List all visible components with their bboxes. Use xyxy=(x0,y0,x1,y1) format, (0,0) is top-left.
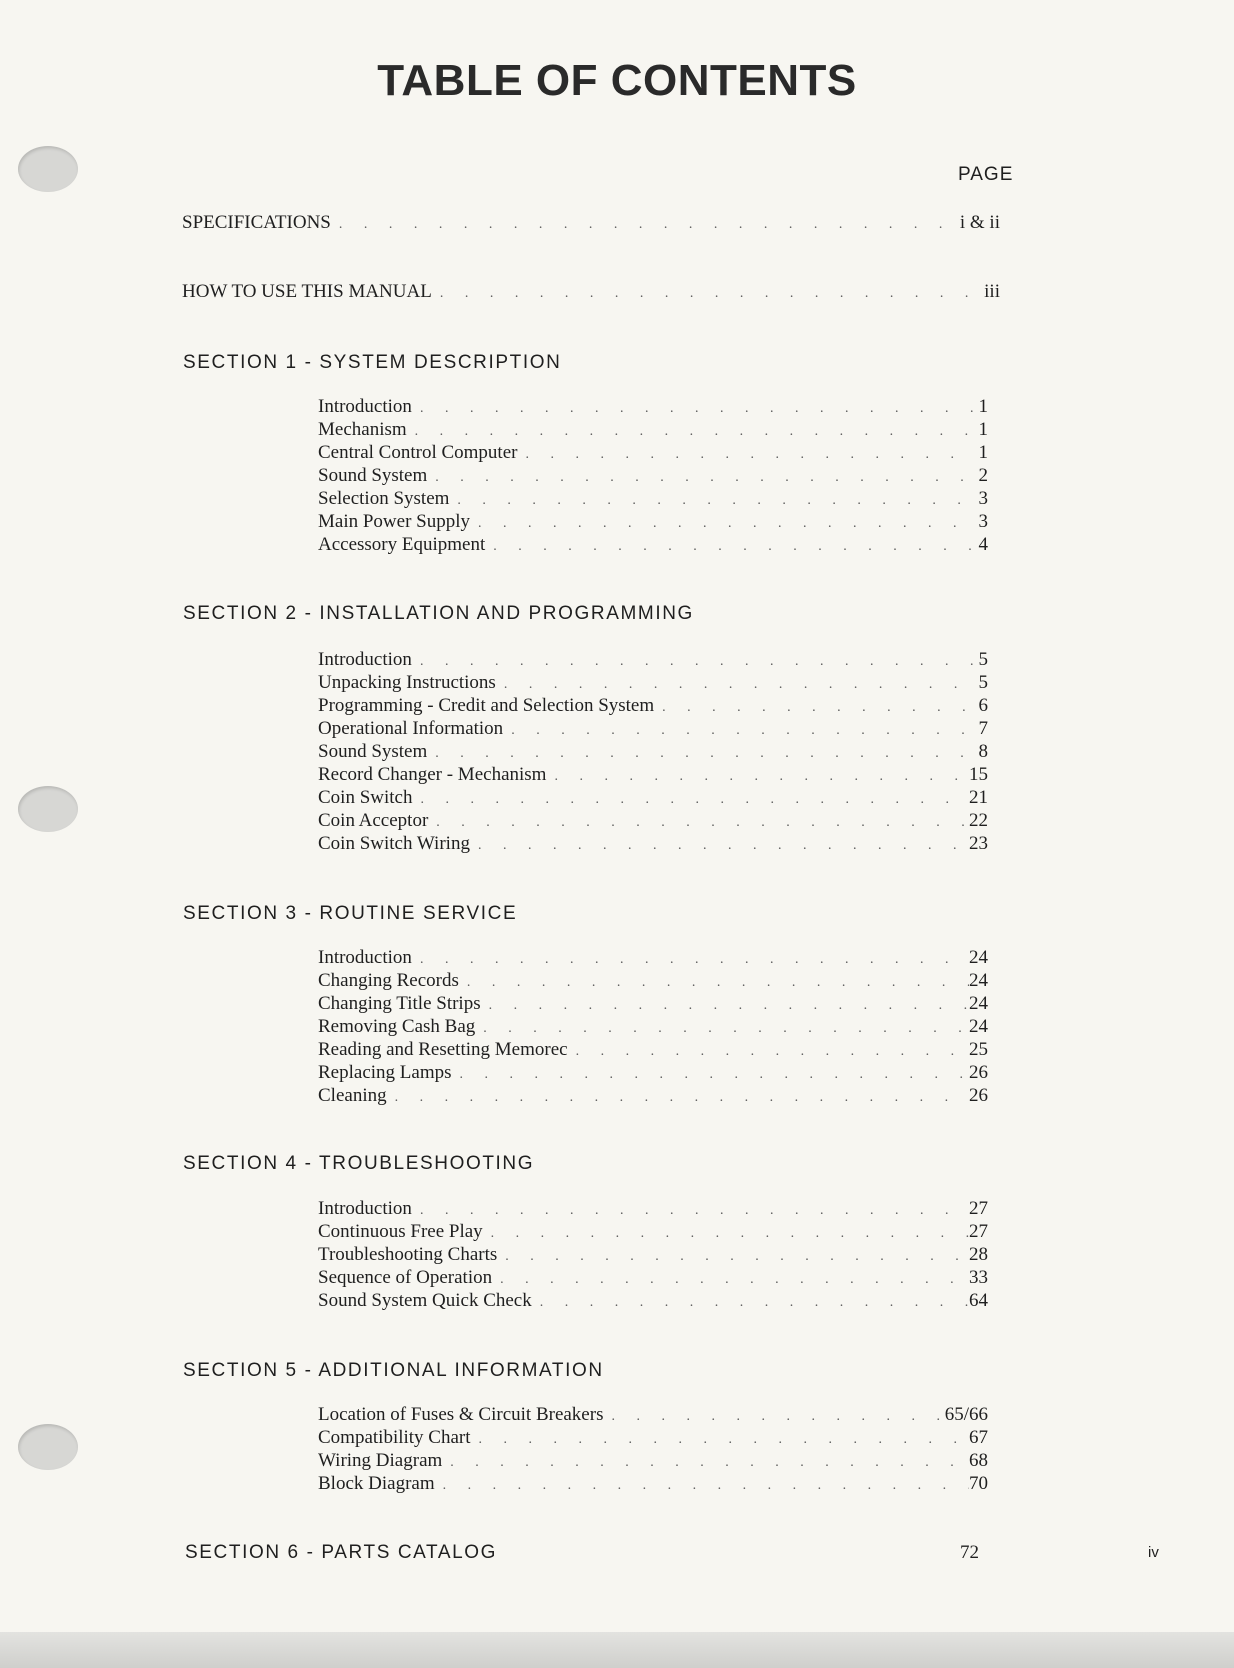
dot-leader xyxy=(478,516,975,532)
toc-entry-page: 70 xyxy=(969,1473,988,1494)
toc-entry-label: Sound System Quick Check xyxy=(318,1290,532,1311)
toc-entry xyxy=(318,1244,988,1267)
toc-entry xyxy=(318,1062,988,1085)
toc-entry xyxy=(318,1016,988,1039)
toc-entry-page: 21 xyxy=(969,787,988,808)
toc-entry xyxy=(318,810,988,833)
toc-entry xyxy=(318,649,988,672)
dot-leader xyxy=(554,769,969,785)
toc-entry xyxy=(318,993,988,1016)
toc-entry-label: Unpacking Instructions xyxy=(318,672,496,693)
dot-leader xyxy=(440,286,981,302)
dot-leader xyxy=(443,1478,969,1494)
toc-entry-page: 1 xyxy=(978,396,988,417)
dot-leader xyxy=(479,1432,969,1448)
toc-entry-page: 25 xyxy=(969,1039,988,1060)
toc-entry xyxy=(318,672,988,695)
dot-leader xyxy=(460,1067,970,1083)
punch-hole-top xyxy=(18,146,78,192)
dot-leader xyxy=(420,952,969,968)
section-heading-3: SECTION 3 - ROUTINE SERVICE xyxy=(183,903,518,924)
toc-entry xyxy=(318,1198,988,1221)
page-number: iv xyxy=(1148,1544,1159,1561)
toc-entry xyxy=(318,396,988,419)
toc-entry xyxy=(318,442,988,465)
dot-leader xyxy=(436,815,969,831)
toc-entry-label: Compatibility Chart xyxy=(318,1427,471,1448)
toc-entry-page: 8 xyxy=(978,741,988,762)
toc-entry xyxy=(318,1039,988,1062)
section-2-entries xyxy=(318,649,988,856)
toc-entry-label: Block Diagram xyxy=(318,1473,435,1494)
toc-entry xyxy=(318,1473,988,1496)
toc-entry-page: 15 xyxy=(969,764,988,785)
punch-hole-bottom xyxy=(18,1424,78,1470)
toc-entry-page: 65/66 xyxy=(944,1404,988,1425)
toc-entry-page: 26 xyxy=(969,1062,988,1083)
toc-entry-page: 26 xyxy=(969,1085,988,1106)
dot-leader xyxy=(450,1455,969,1471)
toc-entry xyxy=(318,741,988,764)
toc-entry-label: Programming - Credit and Selection System xyxy=(318,695,655,716)
toc-entry-page: i & ii xyxy=(959,212,1000,233)
toc-entry-label: Replacing Lamps xyxy=(318,1062,452,1083)
dot-leader xyxy=(478,838,969,854)
toc-entry-page: 27 xyxy=(969,1198,988,1219)
dot-leader xyxy=(576,1044,969,1060)
toc-entry-label: Continuous Free Play xyxy=(318,1221,483,1242)
scan-edge-shadow xyxy=(0,1632,1234,1668)
page-title: TABLE OF CONTENTS xyxy=(377,56,857,105)
dot-leader xyxy=(511,723,976,739)
section-heading-5: SECTION 5 - ADDITIONAL INFORMATION xyxy=(183,1360,604,1381)
toc-entry-page: 24 xyxy=(969,970,988,991)
dot-leader xyxy=(505,1249,969,1265)
toc-entry-label: Sound System xyxy=(318,465,428,486)
toc-entry-label: Record Changer - Mechanism xyxy=(318,764,547,785)
toc-entry-page: 23 xyxy=(969,833,988,854)
toc-entry-label: Wiring Diagram xyxy=(318,1450,443,1471)
toc-entry-label: Cleaning xyxy=(318,1085,387,1106)
toc-entry-page: 33 xyxy=(969,1267,988,1288)
toc-entry xyxy=(318,1450,988,1473)
toc-entry-label: Coin Switch Wiring xyxy=(318,833,470,854)
toc-entry-label: Removing Cash Bag xyxy=(318,1016,476,1037)
toc-entry-label: Accessory Equipment xyxy=(318,534,486,555)
dot-leader xyxy=(435,746,974,762)
toc-entry-page: 5 xyxy=(978,649,988,670)
toc-entry-page: 68 xyxy=(969,1450,988,1471)
toc-entry-page: 24 xyxy=(969,947,988,968)
toc-entry-label: Coin Acceptor xyxy=(318,810,429,831)
toc-entry xyxy=(318,764,988,787)
toc-entry-label: Introduction xyxy=(318,396,412,417)
toc-entry xyxy=(318,695,988,718)
toc-entry-page: 64 xyxy=(969,1290,988,1311)
page-column-heading: PAGE xyxy=(958,164,1014,185)
toc-entry-page: 3 xyxy=(978,488,988,509)
section-heading-1: SECTION 1 - SYSTEM DESCRIPTION xyxy=(183,352,562,373)
toc-entry-page: 24 xyxy=(969,993,988,1014)
toc-entry-label: HOW TO USE THIS MANUAL xyxy=(182,281,432,302)
toc-entry-label: Mechanism xyxy=(318,419,407,440)
toc-entry-how-to-use xyxy=(182,281,1000,303)
toc-entry-page: 67 xyxy=(969,1427,988,1448)
section-5-entries xyxy=(318,1404,988,1496)
dot-leader xyxy=(420,792,969,808)
punch-hole-middle xyxy=(18,786,78,832)
section-1-entries xyxy=(318,396,988,557)
dot-leader xyxy=(457,493,974,509)
dot-leader xyxy=(500,1272,969,1288)
toc-entry xyxy=(318,718,988,741)
toc-entry-page: 1 xyxy=(978,419,988,440)
section-heading-4: SECTION 4 - TROUBLESHOOTING xyxy=(183,1153,535,1174)
dot-leader xyxy=(493,539,975,555)
section-heading-6: SECTION 6 - PARTS CATALOG xyxy=(185,1542,498,1563)
toc-entry-page: 6 xyxy=(978,695,988,716)
dot-leader xyxy=(525,447,976,463)
toc-entry-label: Main Power Supply xyxy=(318,511,470,532)
toc-entry xyxy=(318,1427,988,1450)
toc-entry-label: Changing Title Strips xyxy=(318,993,481,1014)
toc-entry-label: Selection System xyxy=(318,488,450,509)
toc-entry-page: 1 xyxy=(978,442,988,463)
dot-leader xyxy=(504,677,976,693)
dot-leader xyxy=(435,470,974,486)
toc-entry xyxy=(318,1085,988,1108)
dot-leader xyxy=(489,998,969,1014)
toc-entry-label: Troubleshooting Charts xyxy=(318,1244,498,1265)
toc-entry-page: iii xyxy=(984,281,1000,302)
toc-entry-page: 5 xyxy=(978,672,988,693)
toc-entry-label: Location of Fuses & Circuit Breakers xyxy=(318,1404,604,1425)
dot-leader xyxy=(339,217,960,233)
toc-entry xyxy=(318,970,988,993)
toc-entry xyxy=(318,419,988,442)
toc-entry xyxy=(318,947,988,970)
toc-entry-label: SPECIFICATIONS xyxy=(182,212,331,233)
toc-entry-label: Coin Switch xyxy=(318,787,413,808)
toc-entry-specifications xyxy=(182,212,1000,234)
toc-entry xyxy=(318,488,988,511)
dot-leader xyxy=(611,1409,944,1425)
toc-entry-page: 4 xyxy=(978,534,988,555)
toc-entry xyxy=(318,1267,988,1290)
dot-leader xyxy=(662,700,978,716)
section-6-page: 72 xyxy=(960,1542,979,1563)
section-heading-2: SECTION 2 - INSTALLATION AND PROGRAMMING xyxy=(183,603,694,624)
dot-leader xyxy=(483,1021,969,1037)
toc-entry-page: 22 xyxy=(969,810,988,831)
toc-entry-page: 3 xyxy=(978,511,988,532)
toc-entry-label: Introduction xyxy=(318,649,412,670)
toc-entry-page: 28 xyxy=(969,1244,988,1265)
section-4-entries xyxy=(318,1198,988,1313)
toc-entry xyxy=(318,1221,988,1244)
toc-entry-page: 2 xyxy=(978,465,988,486)
toc-entry-label: Introduction xyxy=(318,947,412,968)
section-3-entries xyxy=(318,947,988,1108)
dot-leader xyxy=(415,424,974,440)
toc-entry-label: Central Control Computer xyxy=(318,442,518,463)
dot-leader xyxy=(540,1295,969,1311)
toc-entry xyxy=(318,833,988,856)
toc-entry-label: Changing Records xyxy=(318,970,459,991)
toc-entry-label: Reading and Resetting Memorec xyxy=(318,1039,568,1060)
dot-leader xyxy=(395,1090,969,1106)
toc-entry xyxy=(318,534,988,557)
toc-entry-label: Sound System xyxy=(318,741,428,762)
toc-entry xyxy=(318,1290,988,1313)
dot-leader xyxy=(491,1226,969,1242)
toc-entry xyxy=(318,787,988,810)
toc-entry-label: Operational Information xyxy=(318,718,504,739)
toc-entry-page: 7 xyxy=(978,718,988,739)
dot-leader xyxy=(467,975,969,991)
dot-leader xyxy=(420,401,974,417)
toc-entry-label: Sequence of Operation xyxy=(318,1267,493,1288)
toc-entry-page: 24 xyxy=(969,1016,988,1037)
dot-leader xyxy=(420,654,974,670)
toc-entry xyxy=(318,465,988,488)
toc-entry-label: Introduction xyxy=(318,1198,412,1219)
toc-entry-page: 27 xyxy=(969,1221,988,1242)
toc-entry xyxy=(318,511,988,534)
toc-entry xyxy=(318,1404,988,1427)
dot-leader xyxy=(420,1203,969,1219)
